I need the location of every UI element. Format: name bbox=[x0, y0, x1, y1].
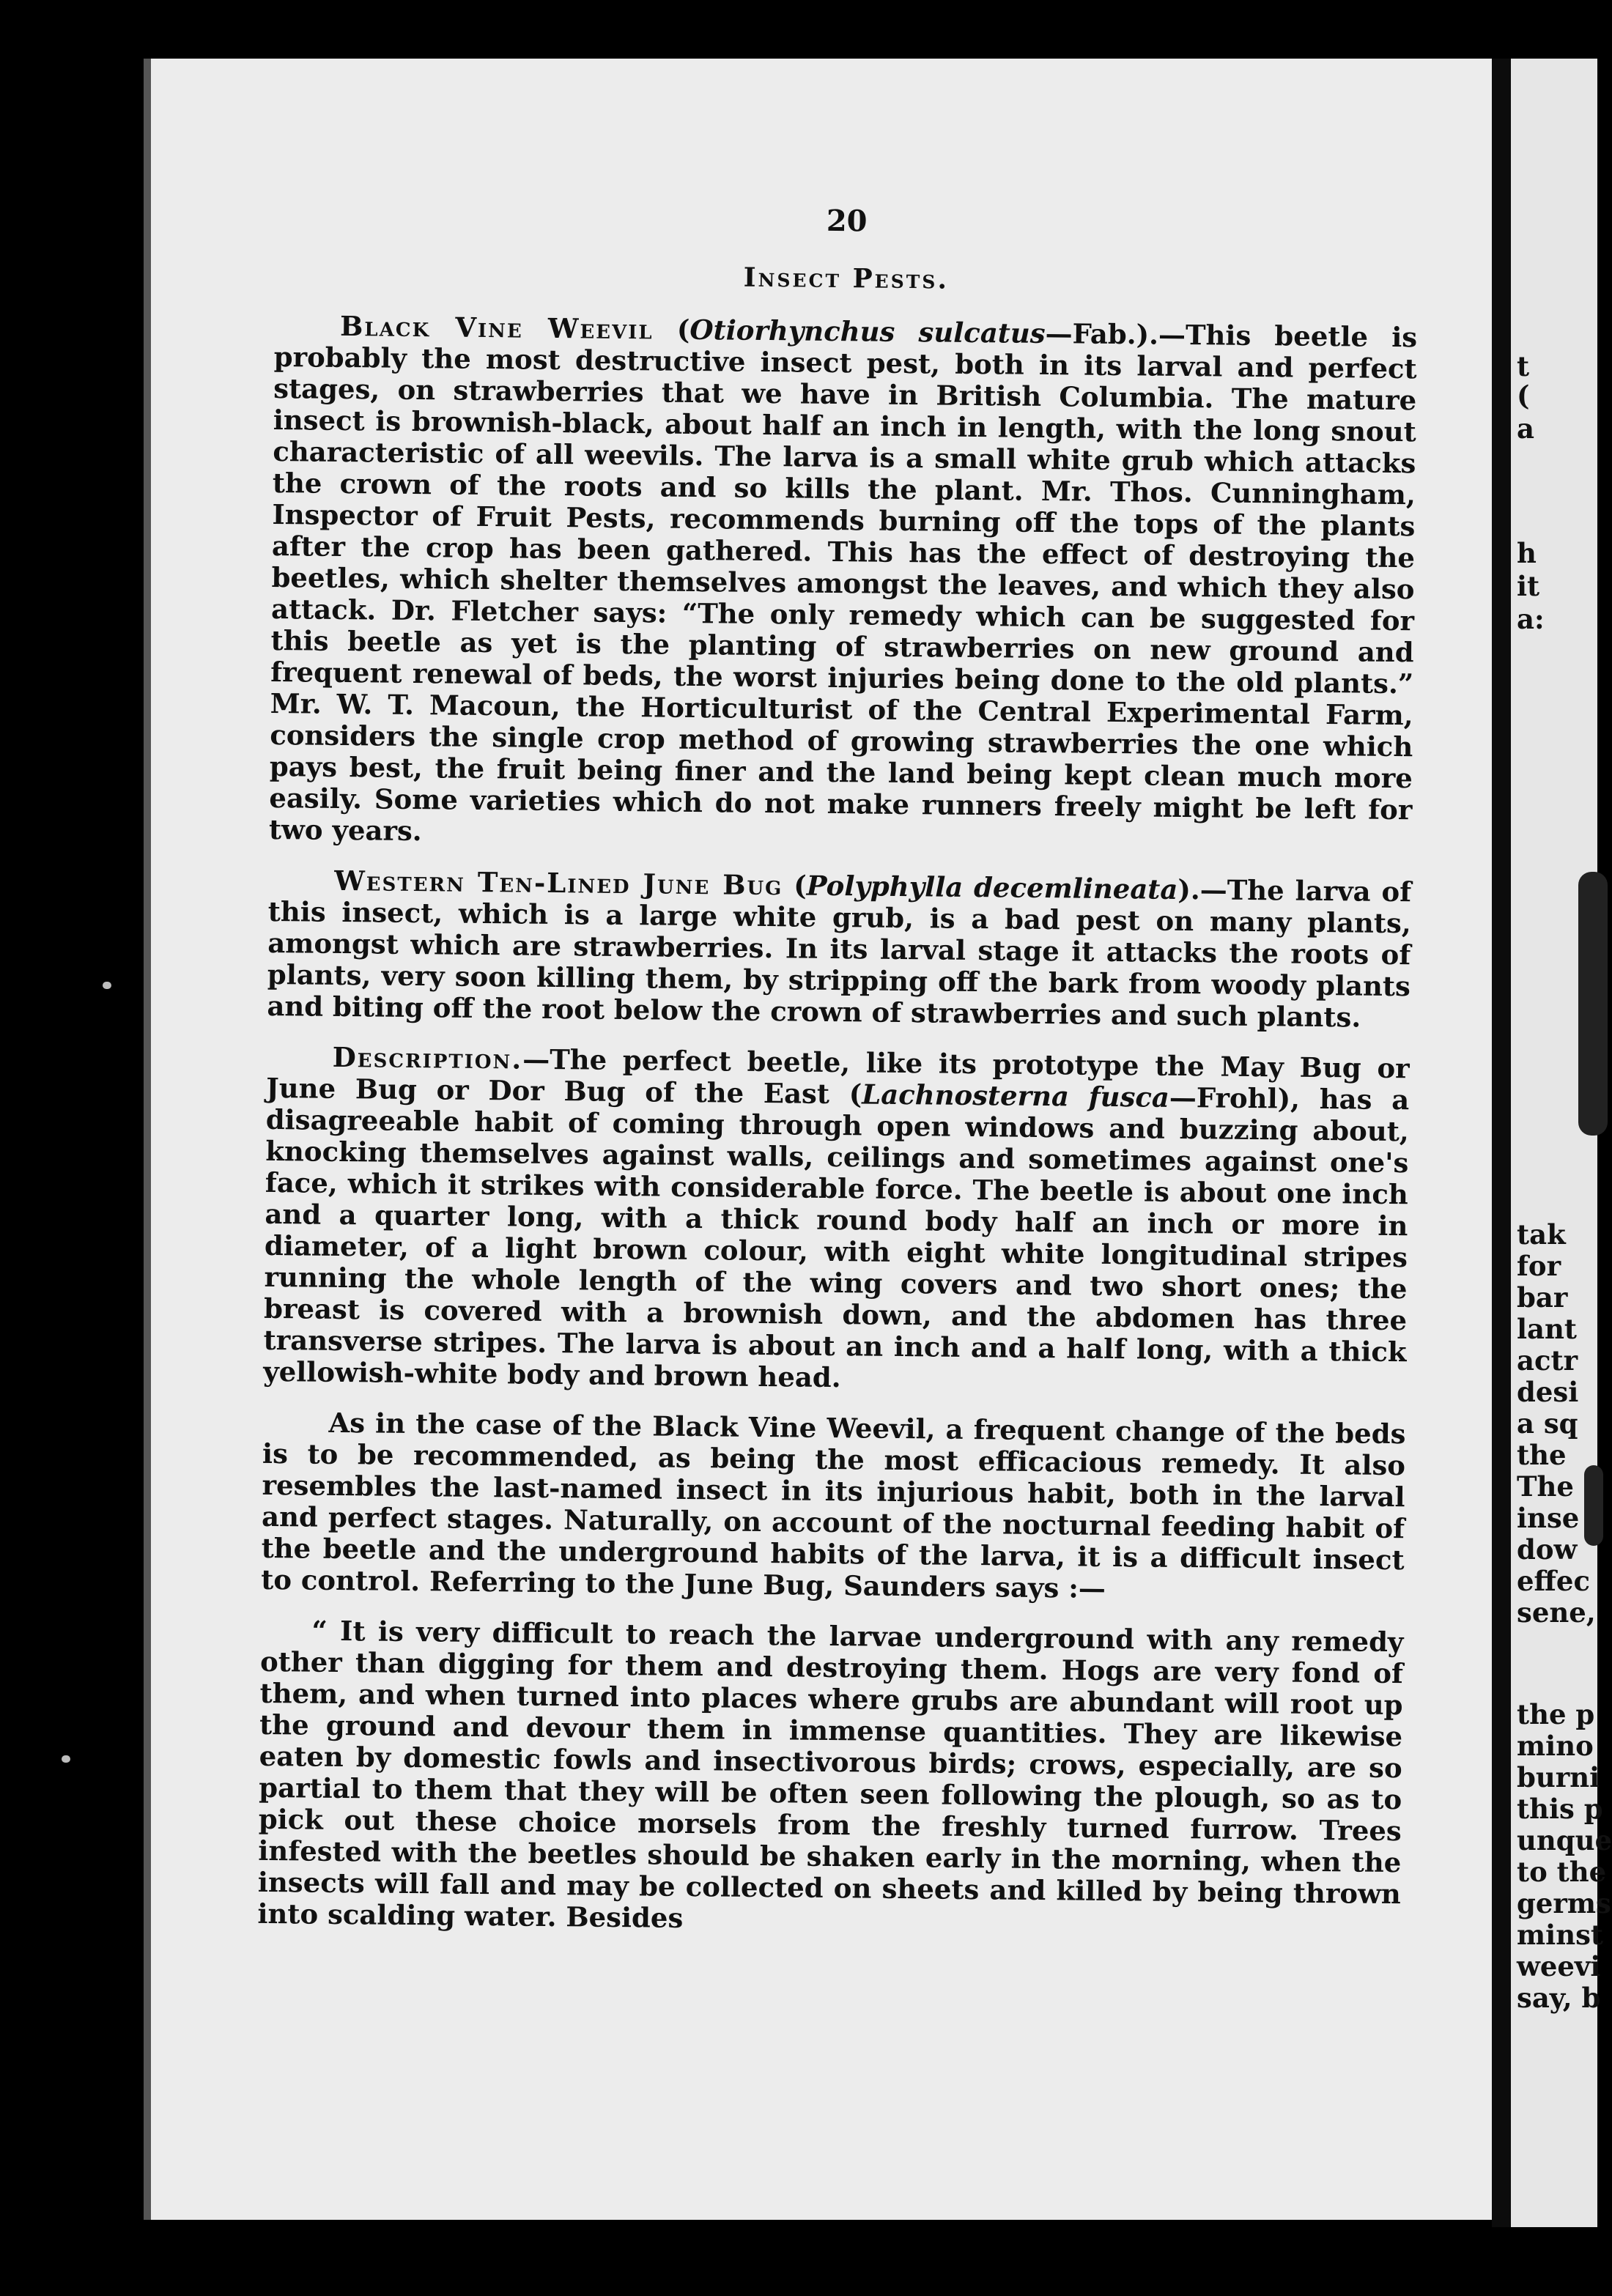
fragment-text: inse bbox=[1517, 1502, 1580, 1534]
fragment-text: say, b bbox=[1517, 1982, 1601, 2014]
fragment-text: it bbox=[1517, 570, 1540, 602]
fragment-text: a sq bbox=[1517, 1407, 1578, 1440]
fragment-text: ( bbox=[1517, 379, 1530, 412]
fragment-text: this p bbox=[1517, 1793, 1603, 1825]
scientific-name: Otiorhynchus sulcatus bbox=[689, 313, 1046, 350]
paragraph-lead: Western Ten-Lined June Bug bbox=[334, 864, 783, 902]
fragment-text: actr bbox=[1517, 1344, 1578, 1377]
paragraph-quote: “ It is very difficult to reach the larvae underground with any remedy other than digging for them and destroying them. Hogs are very fond of them, and when turned into places where grubs are abundant will root up the ground and devour them in immense quantities. They are likewise eaten by domestic fowls and insectivorous birds; crows, especially, are so partial to them that they will be often seen following the plough, so as to pick out these choice morsels from the freshly turned furrow. Trees infested with the beetles should be shaken early in the morning, when the insects will fall and may be collected on sheets and killed by being thrown into scalding water. Besides bbox=[257, 1614, 1404, 1934]
fragment-text: to the bbox=[1517, 1856, 1607, 1888]
paragraph-black-vine-weevil: Black Vine Weevil (Otiorhynchus sulcatus—Fab.).—This beetle is probably the most destructive insect pest, both in its larval and perfect stages, on strawberries that we have in British Columbia. The mature insect is brownish-black, about half an inch in length, with the long snout characteristic of all weevils. The larva is a small white grub which attacks the crown of the roots and so kills the plant. Mr. Thos. Cunningham, Inspector of Fruit Pests, recommends burning off the tops of the plants after the crop has been gathered. This has the effect of destroying the beetles, which shelter themselves amongst the leaves, and which they also attack. Dr. Fletcher says: “The only remedy which can be suggested for this beetle as yet is the planting of strawberries on new ground and frequent renewal of beds, the worst injuries being done to the old plants.” Mr. W. T. Macoun, the Horticulturist of the Central Experimental Farm, considers the single crop method of growing strawberries the one which pays best, the fruit being finer and the land being kept clean much more easily. Some varieties which do not make runners freely might be left for two years. bbox=[268, 309, 1418, 848]
section-heading: Insect Pests. bbox=[743, 262, 950, 295]
fragment-text: the p bbox=[1517, 1698, 1595, 1730]
fragment-text: dow bbox=[1517, 1533, 1578, 1566]
fragment-text: h bbox=[1517, 537, 1537, 569]
fragment-text: bar bbox=[1517, 1281, 1568, 1314]
paragraph-text: —Fab.).—This beetle is probably the most destructive insect pest, both in its larval and perfect stages, on strawberries that we have in British Columbia. The mature insect is brownish-black, about half an inch in length, with the long snout characteristic of all weevils. The larva is a small white grub which attacks the crown of the roots and so kills the plant. Mr. Thos. Cunningham, Inspector of Fruit Pests, recommends burning off the tops of the plants after the crop has been gathered. This has the effect of destroying the beetles, which shelter themselves amongst the leaves, and which they also attack. Dr. Fletcher says: “The only remedy which can be suggested for this beetle as yet is the planting of strawberries on new ground and frequent renewal of beds, the worst injuries being done to the old plants.” Mr. W. T. Macoun, the Horticulturist of the Central Experimental Farm, considers the single crop method of growing strawberries the one which pays best, the fruit being finer and the land being kept clean much more easily. Some varieties which do not make runners freely might be left for two years. bbox=[268, 317, 1418, 848]
fragment-text: desi bbox=[1517, 1376, 1579, 1408]
fragment-text: the bbox=[1517, 1439, 1567, 1471]
scan-speck bbox=[62, 1755, 70, 1763]
page-gutter bbox=[1492, 59, 1511, 2227]
fragment-text: for bbox=[1517, 1250, 1561, 1282]
fragment-text: germs bbox=[1517, 1887, 1611, 1919]
scientific-name: Lachnosterna fusca bbox=[861, 1078, 1170, 1114]
fragment-text: a: bbox=[1517, 603, 1545, 635]
paragraph-remedy: As in the case of the Black Vine Weevil, a frequent change of the beds is to be recommended, as being the most efficacious remedy. It also resembles the last-named insect in its injurious habit, both in the larval and perfect stages. Naturally, on account of the nocturnal feeding habit of the beetle and the underground habits of the larva, it is a difficult insect to control. Referring to the June Bug, Saunders says :— bbox=[261, 1406, 1406, 1604]
fragment-text: t bbox=[1517, 350, 1530, 382]
paragraph-lead: Description. bbox=[332, 1040, 523, 1075]
adjacent-page-fragment bbox=[1511, 59, 1612, 2227]
paragraph-lead: Black Vine Weevil bbox=[339, 309, 654, 346]
scientific-name: Polyphylla decemlineata bbox=[806, 869, 1178, 906]
paragraph-text: ).—The larva of this insect, which is a large white grub, is a bad pest on many plants, amongst which are strawberries. In its larval stage it attacks the roots of plants, very soon killing them, by stripping off the bark from woody plants and biting off the root below the crown of strawberries and such plants. bbox=[267, 873, 1412, 1034]
scan-speck bbox=[103, 982, 111, 989]
paragraph-text-b: —Frohl), has a disagreeable habit of coming through open windows and buzzing about, knocking themselves against walls, ceilings and sometimes against one's face, which it strikes with considerable force. The beetle is about one inch and a quarter long, with a thick round body half an inch or more in diameter, of a light brown colour, with eight white longitudinal stripes running the whole length of the wing covers and two short ones; the breast is covered with a brownish down, and the abdomen has three transverse stripes. The larva is about an inch and a half long, with a thick yellowish-white body and brown head. bbox=[262, 1081, 1410, 1394]
paragraph-june-bug: Western Ten-Lined June Bug (Polyphylla decemlineata).—The larva of this insect, which is a large white grub, is a bad pest on many plants, amongst which are strawberries. In its larval stage it attacks the roots of plants, very soon killing them, by stripping off the bark from woody plants and biting off the root below the crown of strawberries and such plants. bbox=[267, 864, 1412, 1034]
fragment-text: effec bbox=[1517, 1565, 1590, 1597]
fragment-text: minst bbox=[1517, 1919, 1604, 1951]
paragraph-description bbox=[263, 1041, 1410, 1399]
fragment-text: sene, bbox=[1517, 1596, 1596, 1629]
book-page bbox=[144, 59, 1499, 2220]
page-content bbox=[257, 198, 1419, 1960]
page-number: 20 bbox=[826, 203, 868, 239]
illustration-edge bbox=[1584, 1465, 1603, 1546]
fragment-text: mino bbox=[1517, 1730, 1594, 1762]
fragment-text: burni bbox=[1517, 1761, 1600, 1793]
paragraph-text-a: —The perfect beetle, like its prototype the May Bug or June Bug or Dor Bug of the East ( bbox=[266, 1043, 1410, 1111]
fragment-text: tak bbox=[1517, 1218, 1566, 1251]
fragment-text: unque bbox=[1517, 1824, 1612, 1856]
fragment-text: weevi bbox=[1517, 1950, 1601, 1982]
illustration-edge bbox=[1578, 872, 1608, 1136]
fragment-text: lant bbox=[1517, 1313, 1578, 1345]
fragment-text: a bbox=[1517, 412, 1534, 445]
fragment-text: The bbox=[1517, 1470, 1574, 1503]
